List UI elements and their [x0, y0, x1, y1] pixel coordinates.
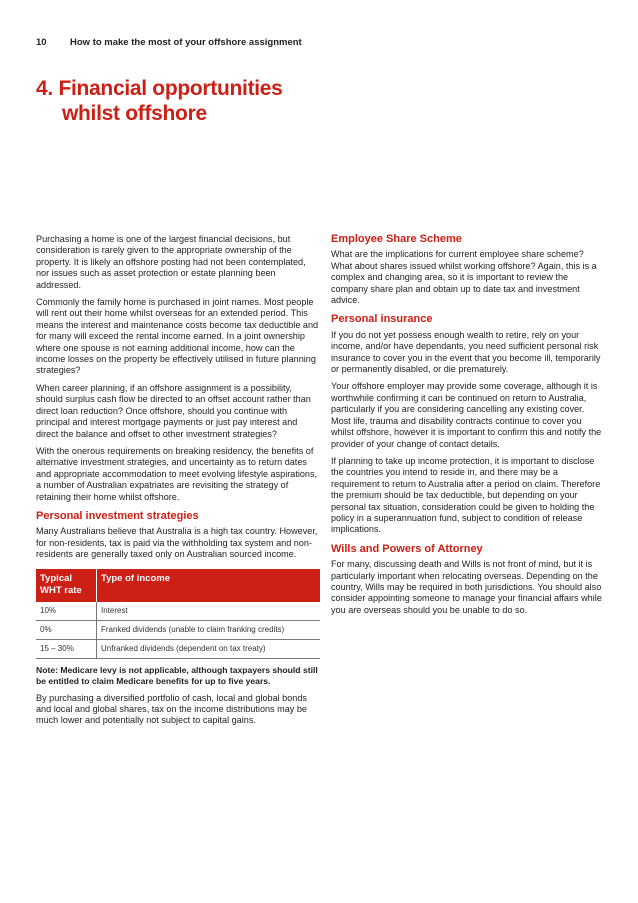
table-row — [36, 639, 320, 658]
paragraph: When career planning, if an offshore assignment is a possibility, should surplus cash flow be directed to an offset account rather than direct loan reduction? Once offshore, should you continue with principal and interest mortgage payments or just pay interest and direct the balance and offset to other investment strategies? — [36, 382, 311, 439]
heading-employee-share-scheme: Employee Share Scheme — [331, 233, 462, 245]
table-row — [36, 620, 320, 639]
paragraph: For many, discussing death and Wills is not front of mind, but it is particularly important when relocating overseas. Depending on the country, Wills may be required in both jurisdictions. You should also consider appointing someone to manage your financial affairs while you are overseas should you be unable to do so. — [331, 559, 602, 615]
paragraph: Many Australians believe that Australia is a high tax country. However, for non-residents, tax is paid via the withholding tax system and non-residents are generally taxed only on Australian sourced income. — [36, 526, 318, 560]
section-title — [36, 76, 283, 126]
section-title-line2: whilst offshore — [62, 102, 207, 125]
heading-personal-insurance: Personal insurance — [331, 313, 433, 326]
running-title: How to make the most of your offshore assignment — [70, 37, 302, 48]
right-column — [331, 234, 603, 622]
paragraph: If you do not yet possess enough wealth to retire, rely on your income, and/or have dependants, you need sufficient personal risk insurance to cover you in the event that you become ill, temporarily or permanently disabled, or die prematurely. — [331, 329, 601, 375]
running-header — [36, 37, 302, 48]
table-cell-rate: 0% — [36, 620, 97, 639]
table-cell-income: Unfranked dividends (dependent on tax treaty) — [97, 639, 321, 658]
table-cell-income: Franked dividends (unable to claim franking credits) — [97, 620, 321, 639]
paragraph: If planning to take up income protection, it is important to disclose the countries you intend to reside in, and there may be a requirement to return to Australia after a period on claim. Therefore the premium should be tax deductible, but depending on your personal tax situation, consideration could be given to holding the policy in a superannuation fund, subject to condition of release implications. — [331, 455, 601, 535]
table-cell-rate: 15 – 30% — [36, 639, 97, 658]
table-header-income: Type of income — [97, 569, 321, 602]
left-column — [36, 234, 320, 733]
paragraph: What are the implications for current employee share scheme? What about shares issued whilst working offshore? Again, this is a complex and changing area, so it is important to review the company share plan and obtain up to date tax and investment advice. — [331, 249, 597, 306]
table-cell-rate: 10% — [36, 602, 97, 621]
section-title-line1: 4. Financial opportunities — [36, 77, 283, 100]
table-header-row — [36, 569, 320, 602]
table-cell-income: Interest — [97, 602, 321, 621]
table-header-rate: Typical WHT rate — [36, 569, 97, 602]
heading-personal-investment: Personal investment strategies — [36, 509, 199, 522]
paragraph: Your offshore employer may provide some coverage, although it is worthwhile confirming it can be continued on return to Australia, particularly if you are considering cancelling any existing cover. Most life, trauma and disability contracts continue to cover you whilst offshore, however it is important to confirm this and notify the provider of your change of contact details. — [331, 381, 602, 449]
wht-rate-table — [36, 569, 320, 659]
paragraph: Commonly the family home is purchased in joint names. Most people will rent out their home whilst overseas for an extended period. This means the interest and maintenance costs become tax deductible and for many will exceed the rental income earned. In a joint ownership where one spouse is not earning additional income, how can the income losses on the property be effectively utilised in future planning strategies? — [36, 297, 319, 376]
medicare-note: Note: Medicare levy is not applicable, although taxpayers should still be entitled to claim Medicare benefits for up to five years. — [36, 664, 318, 686]
heading-wills-power-of-attorney: Wills and Powers of Attorney — [331, 542, 483, 555]
table-row — [36, 602, 320, 621]
paragraph: By purchasing a diversified portfolio of cash, local and global bonds and local and global shares, tax on the income distributions may be much lower and potentially not subject to capital gains. — [36, 692, 307, 726]
paragraph: With the onerous requirements on breaking residency, the benefits of alternative investment strategies, and uncertainty as to return dates and appropriate accommodation to meet evolving lifestyle aspirations, a number of Australian expatriates are revisiting the strategy of retaining their home whilst offshore. — [36, 445, 318, 502]
paragraph: Purchasing a home is one of the largest financial decisions, but consideration is rarely given to the appropriate ownership of the property. It is likely an offshore posting had not been contemplated, nor issues such as asset protection or estate planning been addressed. — [36, 234, 306, 290]
page-number: 10 — [36, 37, 47, 48]
